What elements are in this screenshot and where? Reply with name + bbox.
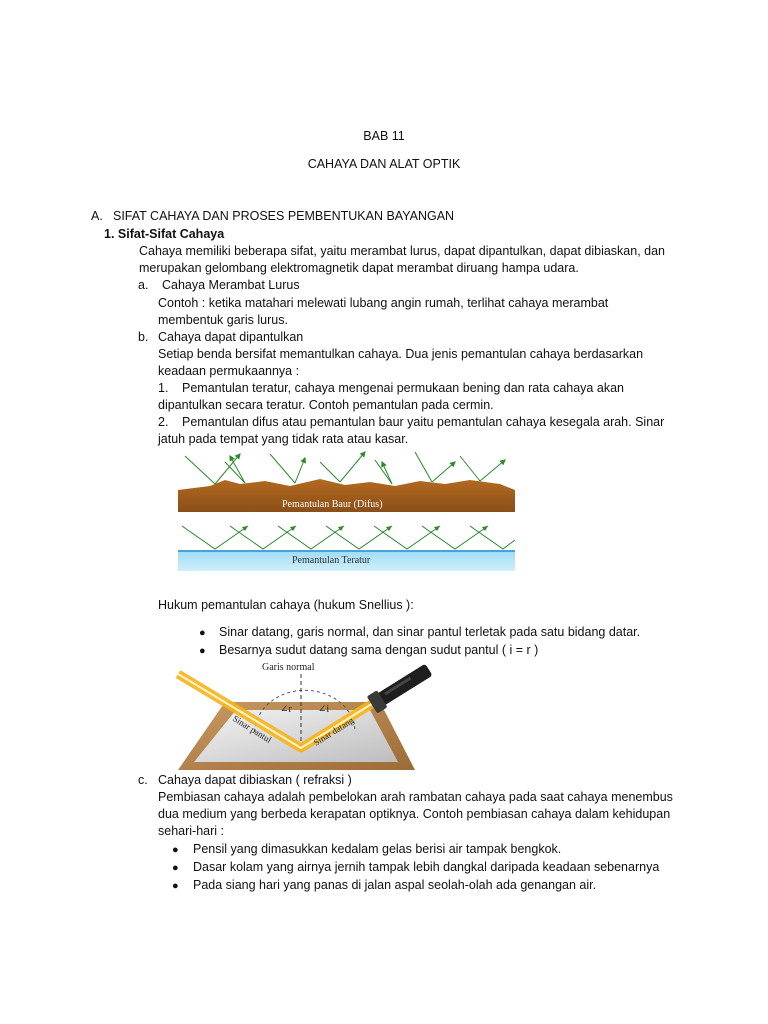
item-c-line-1: Pembiasan cahaya adalah pembelokan arah rambatan cahaya pada saat cahaya menembus <box>158 790 673 804</box>
item-b-p1-line-1: Pemantulan teratur, cahaya mengenai permukaan bening dan rata cahaya akan <box>182 381 624 395</box>
mirror-reflection-figure <box>170 660 450 772</box>
law-bullet-2: Besarnya sudut datang sama dengan sudut pantul ( i = r ) <box>219 643 539 657</box>
law-bullet-2-dot: ● <box>199 645 206 657</box>
refraction-bullet-1: Pensil yang dimasukkan kedalam gelas berisi air tampak bengkok. <box>193 842 562 856</box>
item-b-p2-marker: 2. <box>158 415 169 429</box>
reflection-figure <box>170 448 520 573</box>
chapter-title: CAHAYA DAN ALAT OPTIK <box>307 157 461 171</box>
refraction-bullet-3: Pada siang hari yang panas di jalan aspal seolah-olah ada genangan air. <box>193 878 597 892</box>
incident-ray-label: Sinar datang <box>311 715 356 748</box>
item-b-p2-line-2: jatuh pada tempat yang tidak rata atau kasar. <box>158 432 409 446</box>
angle-r-label: ∠r <box>280 704 292 715</box>
intro-line-2: merupakan gelombang elektromagnetik dapat merambat diruang hampa udara. <box>139 261 579 275</box>
refraction-bullet-3-dot: ● <box>172 880 179 892</box>
item-c-title: Cahaya dapat dibiaskan ( refraksi ) <box>158 773 352 787</box>
refraction-bullet-2-dot: ● <box>172 862 179 874</box>
section-a-marker: A. <box>91 209 103 223</box>
item-b-p1-line-2: dipantulkan secara teratur. Contoh pemantulan pada cermin. <box>158 398 494 412</box>
item-b-p1-marker: 1. <box>158 381 169 395</box>
item-b-marker: b. <box>138 330 149 344</box>
chapter-number: BAB 11 <box>363 129 405 143</box>
angle-i-label: ∠i <box>318 704 330 715</box>
item-b-line-1: Setiap benda bersifat memantulkan cahaya. Dua jenis pemantulan cahaya berdasarkan <box>158 347 644 361</box>
item-b-line-2: keadaan permukaannya : <box>158 364 300 378</box>
intro-line-1: Cahaya memiliki beberapa sifat, yaitu merambat lurus, dapat dipantulkan, dapat dibiaskan, dan <box>139 244 666 258</box>
subsection-title: 1. Sifat-Sifat Cahaya <box>104 227 225 241</box>
refraction-bullet-1-dot: ● <box>172 844 179 856</box>
refraction-bullet-2: Dasar kolam yang airnya jernih tampak lebih dangkal daripada keadaan sebenarnya <box>193 860 660 874</box>
item-b-title: Cahaya dapat dipantulkan <box>158 330 304 344</box>
law-bullet-1: Sinar datang, garis normal, dan sinar pantul terletak pada satu bidang datar. <box>219 625 641 639</box>
diffuse-rays <box>185 452 505 484</box>
flashlight-icon <box>367 661 434 713</box>
law-title: Hukum pemantulan cahaya (hukum Snellius ): <box>158 598 414 612</box>
item-c-line-2: dua medium yang berbeda kerapatan optiknya. Contoh pembiasan cahaya dalam kehidupan <box>158 807 671 821</box>
item-c-line-3: sehari-hari : <box>158 824 224 838</box>
diffuse-label: Pemantulan Baur (Difus) <box>282 499 383 510</box>
regular-label: Pemantulan Teratur <box>292 555 371 566</box>
item-b-p2-line-1: Pemantulan difus atau pemantulan baur yaitu pemantulan cahaya kesegala arah. Sinar <box>182 415 665 429</box>
item-a-marker: a. <box>138 278 149 292</box>
item-a-line-2: membentuk garis lurus. <box>158 313 288 327</box>
item-a-line-1: Contoh : ketika matahari melewati lubang angin rumah, terlihat cahaya merambat <box>158 296 609 310</box>
normal-label: Garis normal <box>262 662 315 673</box>
item-c-marker: c. <box>138 773 148 787</box>
section-a-title: SIFAT CAHAYA DAN PROSES PEMBENTUKAN BAYANGAN <box>113 209 455 223</box>
reflected-ray-label: Sinar pantul <box>230 713 274 745</box>
regular-rays <box>182 526 515 549</box>
law-bullet-1-dot: ● <box>199 627 206 639</box>
item-a-title: Cahaya Merambat Lurus <box>162 278 300 292</box>
